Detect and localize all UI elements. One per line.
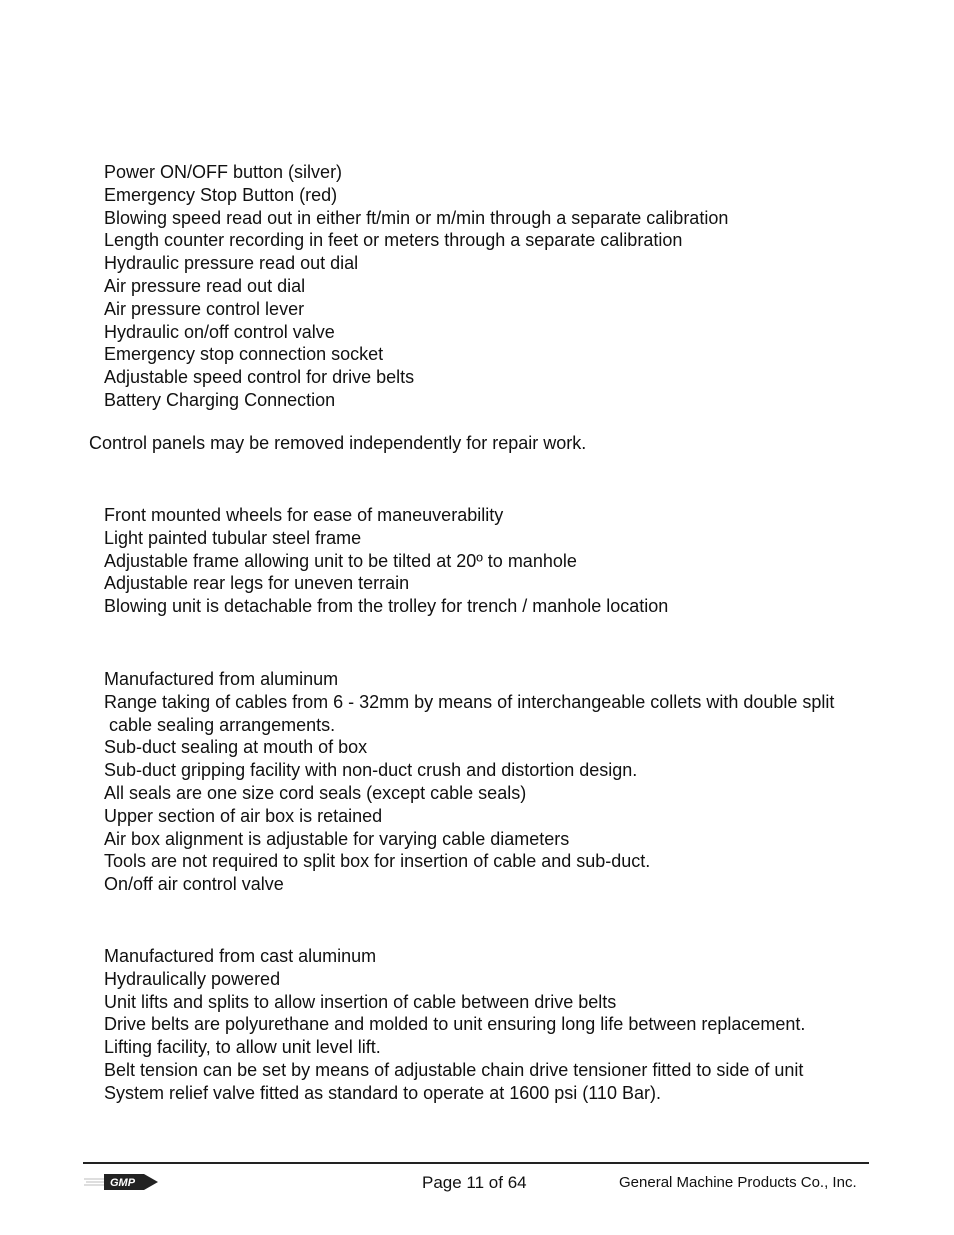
list-item: System relief valve fitted as standard to operate at 1600 psi (110 Bar).	[104, 1082, 661, 1103]
list-item: Tools are not required to split box for insertion of cable and sub-duct.	[104, 851, 651, 872]
list-item: Manufactured from aluminum	[104, 669, 339, 689]
list-item: Adjustable speed control for drive belts	[104, 367, 415, 388]
list-item: Blowing unit is detachable from the trolley for trench / manhole location	[104, 596, 669, 617]
air-box-list	[0, 668, 954, 896]
list-item: Hydraulic on/off control valve	[104, 321, 335, 342]
list-item: Blowing speed read out in either ft/min or m/min through a separate calibration	[104, 207, 729, 228]
list-item: Lifting facility, to allow unit level lift.	[104, 1037, 381, 1058]
drive-unit-list	[0, 945, 954, 1105]
control-panel-list	[0, 161, 954, 412]
trolley-section	[0, 504, 954, 618]
trolley-list	[0, 504, 954, 618]
control-panel-section	[0, 161, 954, 412]
list-item: Adjustable rear legs for uneven terrain	[104, 573, 410, 594]
page-number: Page 11 of 64	[422, 1173, 527, 1192]
list-item: Emergency Stop Button (red)	[104, 184, 338, 205]
list-item: Adjustable frame allowing unit to be tilted at 20º to manhole	[104, 550, 577, 571]
list-item: Unit lifts and splits to allow insertion of cable between drive belts	[104, 991, 617, 1012]
list-item: Sub-duct gripping facility with non-duct crush and distortion design.	[104, 760, 638, 781]
list-item: Light painted tubular steel frame	[104, 527, 362, 548]
list-item: Battery Charging Connection	[104, 389, 336, 410]
list-item: Hydraulic pressure read out dial	[104, 253, 359, 274]
control-panel-note: Control panels may be removed independently for repair work.	[89, 433, 587, 453]
company-name: General Machine Products Co., Inc.	[619, 1174, 857, 1191]
list-item: Belt tension can be set by means of adjustable chain drive tensioner fitted to side of unit	[104, 1059, 804, 1080]
list-item: Hydraulically powered	[104, 968, 281, 989]
air-box-section	[0, 668, 954, 896]
list-item: On/off air control valve	[104, 874, 284, 895]
logo-text: GMP	[110, 1177, 136, 1189]
gmp-logo-icon	[84, 1172, 160, 1192]
list-item: Front mounted wheels for ease of maneuverability	[104, 505, 504, 525]
list-item: Manufactured from cast aluminum	[104, 946, 377, 966]
list-item-line: Range taking of cables from 6 - 32mm by means of interchangeable collets with double split	[104, 691, 835, 712]
list-item: Sub-duct sealing at mouth of box	[104, 737, 368, 758]
list-item: Upper section of air box is retained	[104, 805, 383, 826]
list-item	[104, 691, 954, 737]
list-item: Length counter recording in feet or meters through a separate calibration	[104, 230, 683, 251]
list-item: All seals are one size cord seals (except cable seals)	[104, 782, 527, 803]
list-item: Air pressure read out dial	[104, 275, 306, 296]
footer-divider	[83, 1162, 869, 1164]
list-item: Power ON/OFF button (silver)	[104, 162, 343, 182]
list-item: Air pressure control lever	[104, 298, 305, 319]
list-item: Air box alignment is adjustable for varying cable diameters	[104, 828, 570, 849]
list-item: Emergency stop connection socket	[104, 344, 384, 365]
list-item: Drive belts are polyurethane and molded to unit ensuring long life between replacement.	[104, 1014, 806, 1035]
drive-unit-section	[0, 945, 954, 1105]
list-item-continuation: cable sealing arrangements.	[109, 714, 336, 735]
